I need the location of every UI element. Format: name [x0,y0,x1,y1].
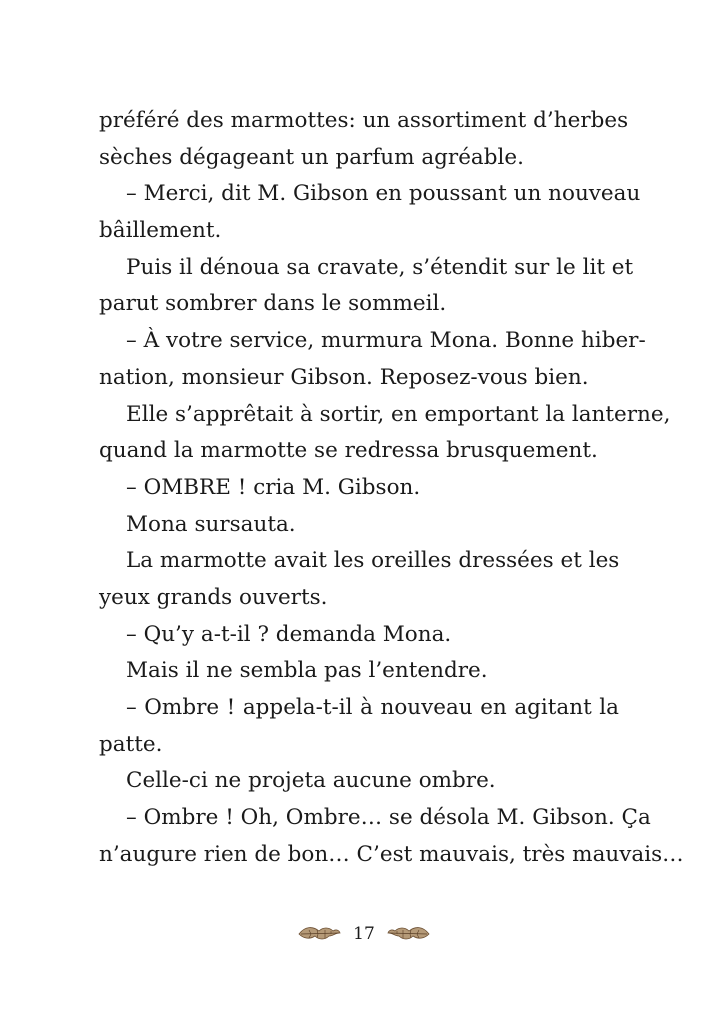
text-line: parut sombrer dans le sommeil. [99,291,447,317]
right-leaf-ornament-icon [387,922,431,946]
text-line: nation, monsieur Gibson. Reposez-vous bien. [99,364,589,390]
text-line: La marmotte avait les oreilles dressées et les [126,548,620,574]
text-line: Elle s’apprêtait à sortir, en emportant la lanterne, [126,401,671,427]
page-footer [0,919,728,949]
text-line: patte. [99,731,163,757]
page-body-text [99,103,684,873]
text-line: préféré des marmottes: un assortiment d’herbes [99,108,629,133]
text-line: n’augure rien de bon… C’est mauvais, très mauvais… [99,841,684,867]
text-line: Celle-ci ne projeta aucune ombre. [126,768,496,794]
page-number: 17 [353,924,375,944]
text-line: quand la marmotte se redressa brusquement. [99,438,598,464]
text-line: sèches dégageant un parfum agréable. [99,144,524,170]
text-line: – Qu’y a-t-il ? demanda Mona. [126,621,452,647]
text-line: – Merci, dit M. Gibson en poussant un nouveau [126,181,641,207]
text-line: yeux grands ouverts. [99,584,328,610]
text-line: Mais il ne sembla pas l’entendre. [126,658,488,684]
left-leaf-ornament-icon [297,922,341,946]
text-line: bâillement. [99,218,222,244]
text-line: Mona sursauta. [126,511,296,537]
text-line: – Ombre ! appela-t-il à nouveau en agitant la [126,695,619,720]
text-line: Puis il dénoua sa cravate, s’étendit sur le lit et [126,254,634,280]
text-line: – À votre service, murmura Mona. Bonne hiber- [126,328,646,354]
text-line: – Ombre ! Oh, Ombre… se désola M. Gibson. Ça [126,805,651,831]
text-line: – OMBRE ! cria M. Gibson. [126,474,421,500]
